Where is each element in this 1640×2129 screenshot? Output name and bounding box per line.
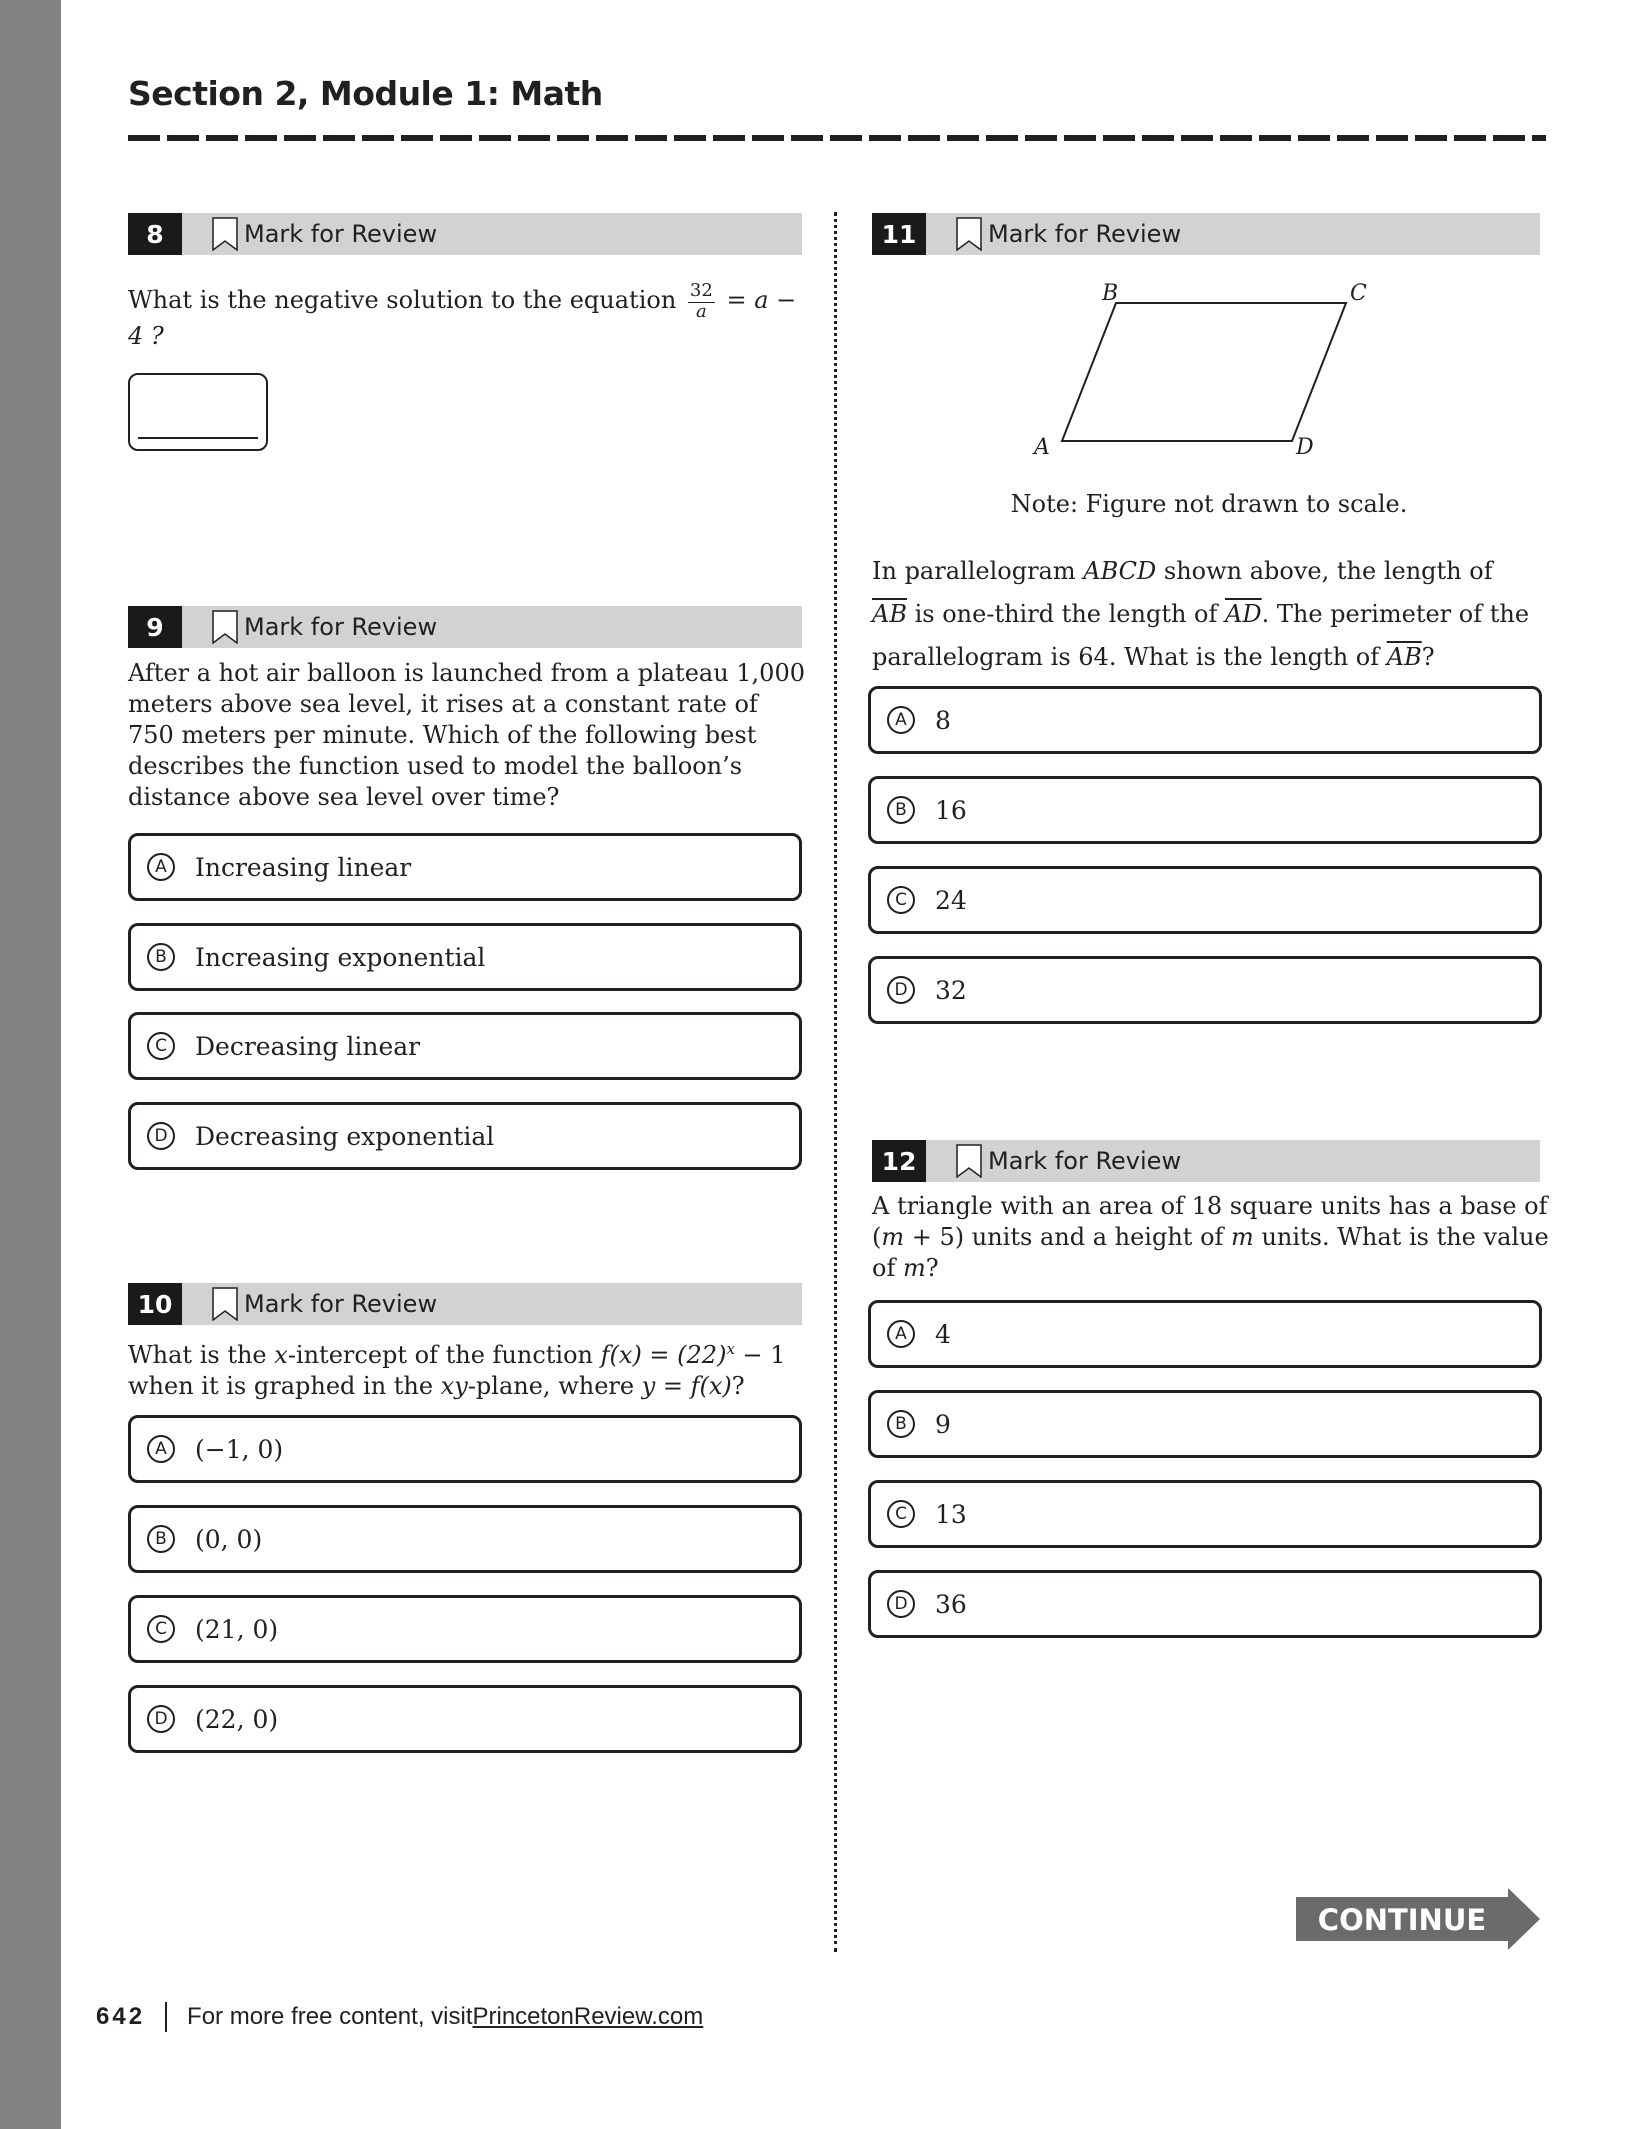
answer-choice-c[interactable]: C (21, 0) [128, 1595, 802, 1663]
question-header-11 [872, 213, 1540, 255]
answer-choice-d[interactable]: D (22, 0) [128, 1685, 802, 1753]
question-header-9 [128, 606, 802, 648]
choice-letter: A [887, 1320, 915, 1348]
answer-choice-c[interactable]: C 24 [868, 866, 1542, 934]
choice-letter: A [147, 1435, 175, 1463]
fraction: $\frac{32}{a}$ [689, 280, 713, 322]
footer-separator [165, 2002, 167, 2032]
choice-letter: C [147, 1615, 175, 1643]
answer-choice-c[interactable]: C Decreasing linear [128, 1012, 802, 1080]
footer-link[interactable]: PrincetonReview.com [472, 2003, 704, 2030]
question-header-8 [128, 213, 802, 255]
bookmark-icon[interactable] [956, 1144, 982, 1178]
question-number: 12 [872, 1140, 926, 1182]
choice-letter: B [887, 1410, 915, 1438]
vertex-label-a: A [1034, 435, 1050, 460]
vertex-label-c: C [1350, 281, 1367, 306]
vertex-label-b: B [1102, 281, 1119, 306]
answer-choice-d[interactable]: D 36 [868, 1570, 1542, 1638]
answer-choice-b[interactable]: B Increasing exponential [128, 923, 802, 991]
mark-for-review-label[interactable]: Mark for Review [988, 220, 1182, 248]
choice-letter: D [887, 1590, 915, 1618]
answer-choice-a[interactable]: A 8 [868, 686, 1542, 754]
question-text-10: What is the x-intercept of the function $f(x) = (22)^x - 1$ when it is graphed in the xy-plane, where y = f(x)? [128, 1340, 786, 1400]
choice-letter: C [147, 1032, 175, 1060]
footer-text: For more free content, visit [187, 2003, 473, 2030]
answer-choice-d[interactable]: D Decreasing exponential [128, 1102, 802, 1170]
choice-letter: B [147, 1525, 175, 1553]
question-text-12: A triangle with an area of 18 square units has a base of (m + 5) units and a height of m units. What is the value of m? [872, 1192, 1549, 1282]
question-number: 8 [128, 213, 182, 255]
continue-button[interactable] [1296, 1888, 1546, 1950]
answer-choice-a[interactable]: A 4 [868, 1300, 1542, 1368]
question-text-11: In parallelogram ABCD shown above, the length of $\overline{AB}$ is one-third the length of $\overline{AD}$. The perimeter of the parallelogram is 64. What is the length of $\overline{AB}$? [872, 557, 1530, 671]
answer-underline [138, 437, 258, 439]
choice-letter: D [887, 976, 915, 1004]
question-number: 11 [872, 213, 926, 255]
question-number: 9 [128, 606, 182, 648]
page-title: Section 2, Module 1: Math [128, 74, 603, 113]
vertex-label-d: D [1296, 435, 1314, 460]
choice-letter: D [147, 1705, 175, 1733]
bookmark-icon[interactable] [212, 610, 238, 644]
answer-choice-a[interactable]: A Increasing linear [128, 833, 802, 901]
mark-for-review-label[interactable]: Mark for Review [244, 1290, 438, 1318]
figure-note: Note: Figure not drawn to scale. [1010, 490, 1408, 518]
question-number: 10 [128, 1283, 182, 1325]
parallelogram-figure [1020, 280, 1400, 460]
parallelogram-shape [1062, 303, 1346, 441]
answer-choice-a[interactable]: A (−1, 0) [128, 1415, 802, 1483]
answer-choice-b[interactable]: B 16 [868, 776, 1542, 844]
page-edge-bar [0, 0, 61, 2129]
choice-letter: C [887, 886, 915, 914]
answer-choice-d[interactable]: D 32 [868, 956, 1542, 1024]
answer-choice-b[interactable]: B (0, 0) [128, 1505, 802, 1573]
continue-label: CONTINUE [1317, 1903, 1487, 1937]
answer-entry-field[interactable] [128, 373, 268, 451]
choice-letter: B [887, 796, 915, 824]
title-rule [128, 135, 1546, 141]
question-text-8: What is the negative solution to the equation $\frac{32}{a}$ = a − 4 ? [128, 280, 797, 350]
question-header-10 [128, 1283, 802, 1325]
question-header-12 [872, 1140, 1540, 1182]
choice-letter: C [887, 1500, 915, 1528]
question-text-9: After a hot air balloon is launched from a plateau 1,000 meters above sea level, it rises at a constant rate of 750 meters per minute. Which of the following best describes the function used to model the balloon’s distance above sea level over time? [128, 659, 805, 811]
choice-letter: D [147, 1122, 175, 1150]
bookmark-icon[interactable] [212, 217, 238, 251]
choice-letter: A [147, 853, 175, 881]
bookmark-icon[interactable] [212, 1287, 238, 1321]
page-number: 642 [96, 2003, 146, 2030]
mark-for-review-label[interactable]: Mark for Review [988, 1147, 1182, 1175]
answer-choice-b[interactable]: B 9 [868, 1390, 1542, 1458]
page-footer [96, 2002, 703, 2032]
bookmark-icon[interactable] [956, 217, 982, 251]
choice-letter: B [147, 943, 175, 971]
column-divider [834, 212, 837, 1952]
choice-letter: A [887, 706, 915, 734]
mark-for-review-label[interactable]: Mark for Review [244, 613, 438, 641]
answer-choice-c[interactable]: C 13 [868, 1480, 1542, 1548]
mark-for-review-label[interactable]: Mark for Review [244, 220, 438, 248]
